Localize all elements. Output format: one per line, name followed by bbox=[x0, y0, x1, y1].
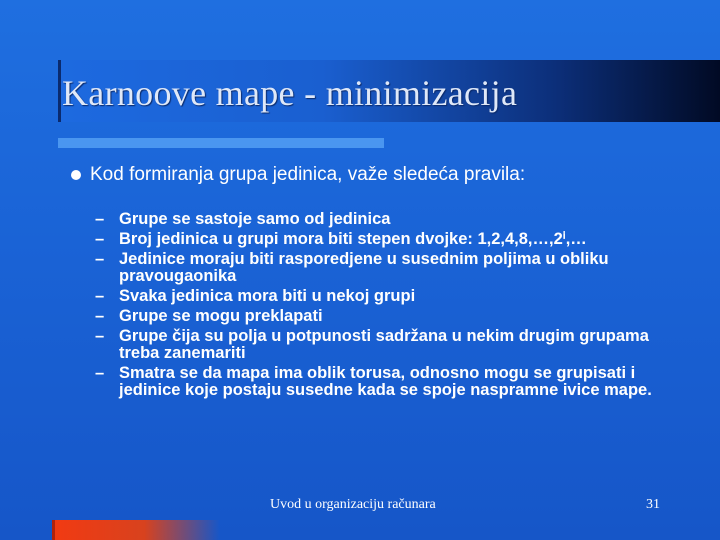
dash-icon: – bbox=[95, 364, 105, 382]
footer-text: Uvod u organizaciju računara bbox=[270, 497, 436, 512]
title-accent-line bbox=[58, 60, 61, 122]
dash-icon: – bbox=[95, 307, 105, 325]
sub-bullet-text: Grupe se sastoje samo od jedinica bbox=[119, 210, 391, 228]
sub-bullet-text: Grupe čija su polja u potpunosti sadržana u nekim drugim grupama treba zanemariti bbox=[119, 327, 649, 362]
decorative-red-bar bbox=[52, 520, 220, 540]
dash-icon: – bbox=[95, 250, 105, 268]
decorative-red-line bbox=[52, 520, 55, 540]
dash-icon: – bbox=[95, 230, 105, 248]
sub-bullet-item bbox=[95, 231, 665, 248]
slide-title: Karnoove mape - minimizacija bbox=[62, 73, 518, 113]
bullet-dot-icon bbox=[71, 170, 81, 180]
sub-bullet-item bbox=[95, 288, 665, 305]
main-bullet-text: Kod formiranja grupa jedinica, važe sledeća pravila: bbox=[90, 164, 526, 185]
page-number: 31 bbox=[646, 497, 660, 512]
accent-bar bbox=[58, 138, 384, 148]
sub-bullet-item bbox=[95, 308, 665, 325]
sub-bullet-item bbox=[95, 328, 665, 362]
dash-icon: – bbox=[95, 287, 105, 305]
sub-bullet-list bbox=[95, 211, 665, 402]
sub-bullet-text: Grupe se mogu preklapati bbox=[119, 307, 323, 325]
dash-icon: – bbox=[95, 210, 105, 228]
dash-icon: – bbox=[95, 327, 105, 345]
sub-bullet-text: Jedinice moraju biti rasporedjene u susednim poljima u obliku pravougaonika bbox=[119, 250, 609, 285]
sub-bullet-item bbox=[95, 251, 665, 285]
sub-bullet-item bbox=[95, 211, 665, 228]
sub-bullet-text: Smatra se da mapa ima oblik torusa, odnosno mogu se grupisati i jedinice koje postaju susedne kada se spoje naspramne ivice mape. bbox=[119, 364, 652, 399]
sub-bullet-item bbox=[95, 365, 665, 399]
sub-bullet-text: Svaka jedinica mora biti u nekoj grupi bbox=[119, 287, 416, 305]
sub-bullet-text: Broj jedinica u grupi mora biti stepen dvojke: 1,2,4,8,…,2ⁱ,… bbox=[119, 230, 587, 248]
